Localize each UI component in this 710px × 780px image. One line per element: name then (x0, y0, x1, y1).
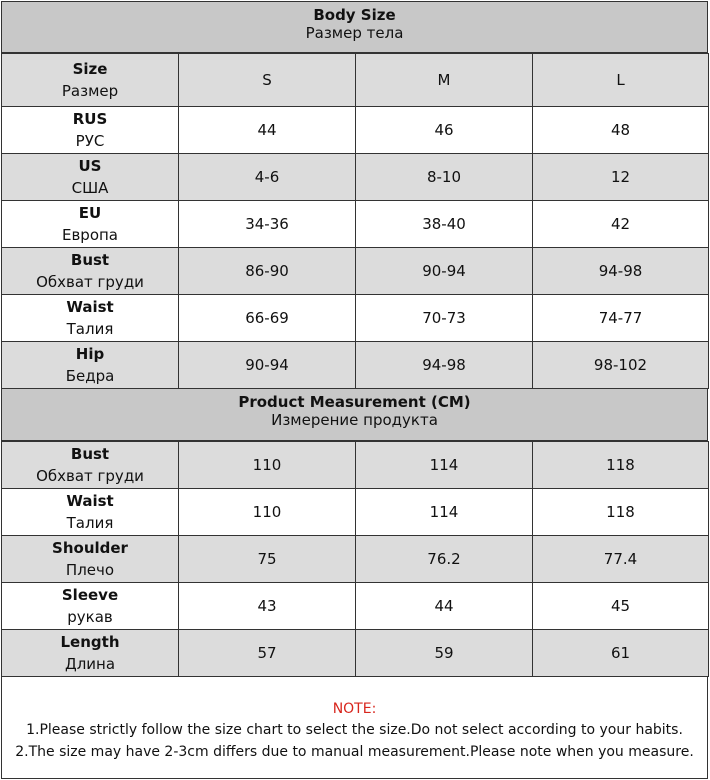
table-cell: 75 (179, 536, 356, 583)
table-cell: 70-73 (356, 295, 533, 342)
note-line-2: 2.The size may have 2-3cm differs due to manual measurement.Please note when you measure. (15, 744, 694, 760)
table-cell: 66-69 (179, 295, 356, 342)
body-size-table (1, 53, 709, 389)
table-cell: 74-77 (533, 295, 709, 342)
table-cell: 77.4 (533, 536, 709, 583)
row-label: Waist Талия (2, 295, 179, 342)
note-box (1, 676, 708, 779)
table-cell: 8-10 (356, 154, 533, 201)
table-cell: 45 (533, 583, 709, 630)
note-title: NOTE: (332, 701, 377, 717)
row-label: Hip Бедра (2, 342, 179, 389)
table-cell: 90-94 (179, 342, 356, 389)
table-row (2, 248, 709, 295)
table-cell: 94-98 (533, 248, 709, 295)
row-label: Sleeve рукав (2, 583, 179, 630)
table-cell: 110 (179, 442, 356, 489)
row-label: Length Длина (2, 630, 179, 677)
table-row (2, 630, 709, 677)
product-measurement-header (1, 388, 708, 441)
table-cell: 118 (533, 442, 709, 489)
table-row (2, 536, 709, 583)
table-cell: 61 (533, 630, 709, 677)
note-line-1: 1.Please strictly follow the size chart to select the size.Do not select according to your habits. (26, 722, 683, 738)
row-label: EU Европа (2, 201, 179, 248)
table-cell: 44 (356, 583, 533, 630)
table-row (2, 342, 709, 389)
table-cell: 42 (533, 201, 709, 248)
row-label: Waist Талия (2, 489, 179, 536)
table-cell: 90-94 (356, 248, 533, 295)
row-label: US США (2, 154, 179, 201)
table-row (2, 489, 709, 536)
table-row (2, 107, 709, 154)
table-cell: 114 (356, 489, 533, 536)
body-size-title: Body Size (313, 6, 396, 24)
table-cell: 48 (533, 107, 709, 154)
table-cell: 4-6 (179, 154, 356, 201)
table-row (2, 201, 709, 248)
table-cell: 38-40 (356, 201, 533, 248)
row-label: Bust Обхват груди (2, 442, 179, 489)
table-cell: 118 (533, 489, 709, 536)
product-measurement-table (1, 441, 709, 677)
size-l-header: L (533, 54, 709, 107)
product-measurement-subtitle: Измерение продукта (271, 411, 438, 429)
row-label: Shoulder Плечо (2, 536, 179, 583)
size-s-header: S (179, 54, 356, 107)
table-row (2, 295, 709, 342)
table-cell: 110 (179, 489, 356, 536)
size-header-label: Size Размер (2, 54, 179, 107)
size-header-row (2, 54, 709, 107)
table-cell: 76.2 (356, 536, 533, 583)
row-label: RUS РУС (2, 107, 179, 154)
table-cell: 59 (356, 630, 533, 677)
table-cell: 44 (179, 107, 356, 154)
size-m-header: M (356, 54, 533, 107)
table-cell: 98-102 (533, 342, 709, 389)
table-row (2, 583, 709, 630)
table-cell: 12 (533, 154, 709, 201)
table-cell: 86-90 (179, 248, 356, 295)
row-label: Bust Обхват груди (2, 248, 179, 295)
body-size-header (1, 1, 708, 53)
product-measurement-title: Product Measurement (CM) (238, 393, 471, 411)
body-size-subtitle: Размер тела (305, 24, 404, 42)
table-cell: 57 (179, 630, 356, 677)
table-row (2, 442, 709, 489)
table-cell: 46 (356, 107, 533, 154)
table-cell: 94-98 (356, 342, 533, 389)
table-cell: 114 (356, 442, 533, 489)
table-cell: 43 (179, 583, 356, 630)
table-cell: 34-36 (179, 201, 356, 248)
table-row (2, 154, 709, 201)
